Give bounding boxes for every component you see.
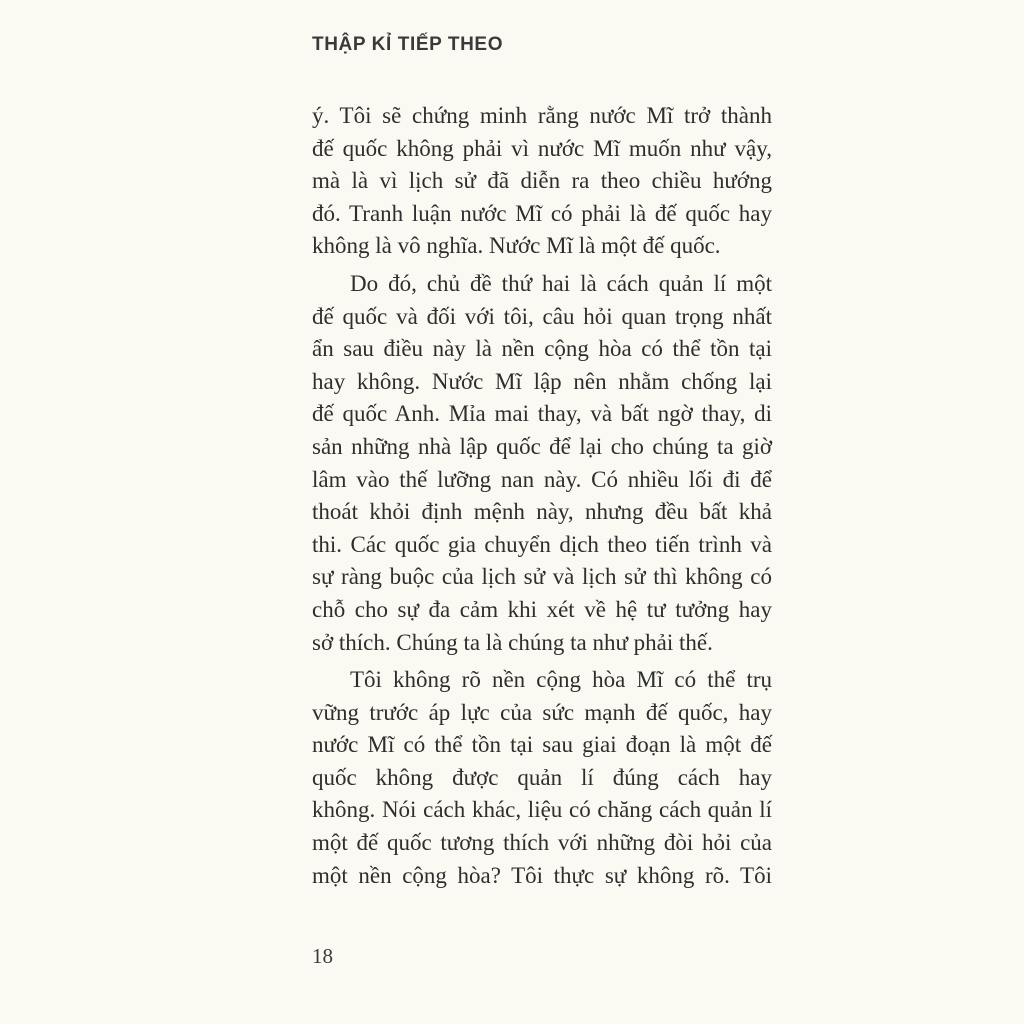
- text-line: Tôi không rõ nền cộng hòa Mĩ có thể trụ: [350, 667, 772, 693]
- text-line: Do đó, chủ đề thứ hai là cách quản lí một: [350, 270, 772, 296]
- text-line: thoát khỏi định mệnh này, nhưng đều bất khả: [312, 499, 772, 525]
- text-line: không là vô nghĩa. Nước Mĩ là một đế quốc.: [312, 233, 721, 259]
- text-line: vững trước áp lực của sức mạnh đế quốc, hay: [312, 699, 772, 725]
- text-line: một đế quốc tương thích với những đòi hỏi của: [312, 830, 772, 856]
- text-line: ẩn sau điều này là nền cộng hòa có thể tồn tại: [312, 336, 772, 362]
- text-line: sản những nhà lập quốc để lại cho chúng ta giờ: [312, 433, 772, 459]
- page-number: 18: [312, 944, 333, 968]
- text-line: sự ràng buộc của lịch sử và lịch sử thì không có: [312, 564, 772, 590]
- text-line: đế quốc không phải vì nước Mĩ muốn như vậy,: [312, 135, 772, 161]
- text-line: ý. Tôi sẽ chứng minh rằng nước Mĩ trở thành: [312, 103, 772, 128]
- text-line: đế quốc Anh. Mỉa mai thay, và bất ngờ thay, di: [312, 401, 772, 427]
- paragraph-1: [312, 100, 772, 263]
- text-line: không. Nói cách khác, liệu có chăng cách quản lí: [312, 797, 772, 823]
- text-line: đó. Tranh luận nước Mĩ có phải là đế quốc hay: [312, 200, 772, 226]
- text-line: quốc không được quản lí đúng cách hay: [312, 764, 772, 790]
- body-text: [312, 100, 772, 892]
- text-line: mà là vì lịch sử đã diễn ra theo chiều hướng: [312, 168, 772, 194]
- text-line: thi. Các quốc gia chuyển dịch theo tiến trình và: [312, 531, 772, 557]
- running-head: THẬP KỈ TIẾP THEO: [312, 34, 504, 55]
- text-line: sở thích. Chúng ta là chúng ta như phải thế.: [312, 629, 713, 655]
- paragraph-3: [312, 664, 772, 892]
- text-line: một nền cộng hòa? Tôi thực sự không rõ. Tôi: [312, 862, 772, 888]
- text-line: lâm vào thế lưỡng nan này. Có nhiều lối đi để: [312, 466, 772, 492]
- text-line: đế quốc và đối với tôi, câu hỏi quan trọng nhất: [312, 303, 772, 329]
- paragraph-2: [312, 268, 772, 659]
- text-line: hay không. Nước Mĩ lập nên nhằm chống lại: [312, 368, 772, 394]
- text-line: chỗ cho sự đa cảm khi xét về hệ tư tưởng hay: [312, 596, 772, 622]
- text-line: nước Mĩ có thể tồn tại sau giai đoạn là một đế: [312, 732, 772, 758]
